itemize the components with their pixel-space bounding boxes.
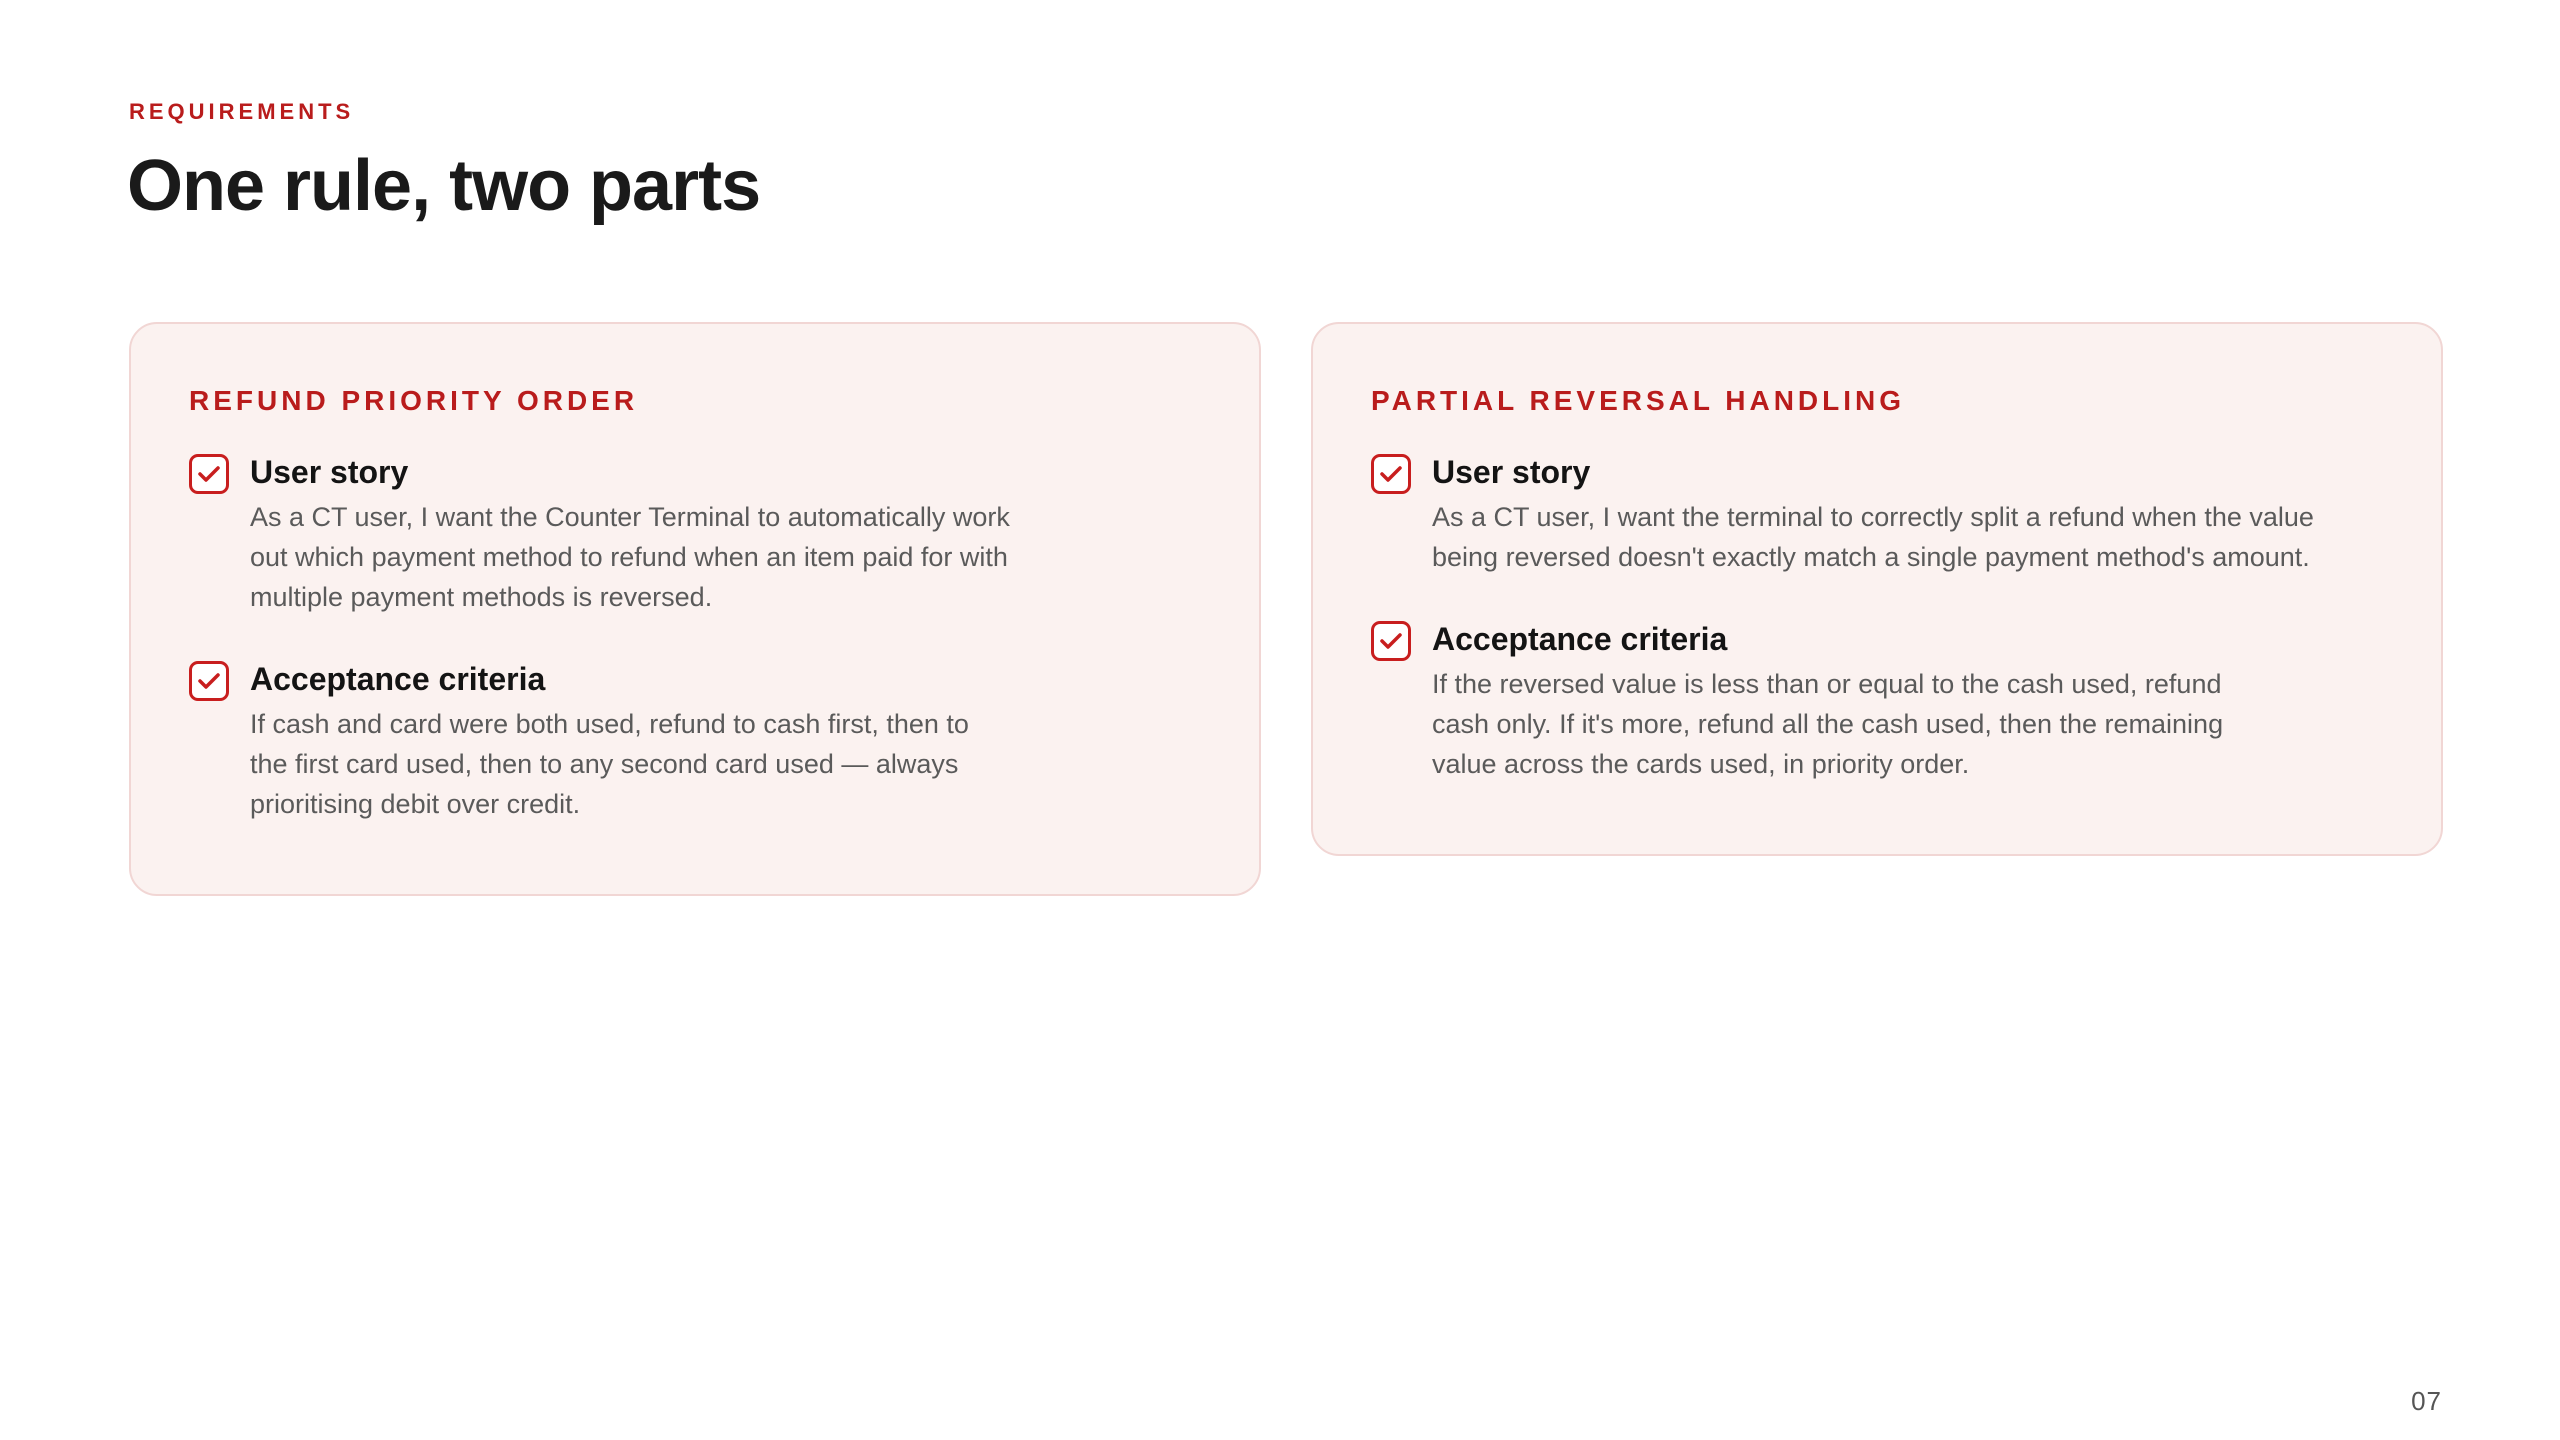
page-number: 07 [2411,1386,2442,1416]
item-title: User story [250,454,409,490]
item-title: Acceptance criteria [250,661,546,697]
list-item-acceptance-criteria [1371,617,2383,784]
item-body: If the reversed value is less than or equal to the cash used, refund cash only. If it's more, refund all the cash used, then the remaining value across the cards used, in priority order. [1432,669,2224,779]
card-heading: PARTIAL REVERSAL HANDLING [1371,385,1906,416]
item-body: As a CT user, I want the terminal to correctly split a refund when the value being reversed doesn't exactly match a single payment method's amount. [1432,502,2314,572]
checkbox-checked-icon [1371,454,1411,494]
card-partial-reversal-handling [1311,322,2443,856]
item-body: As a CT user, I want the Counter Terminal to automatically work out which payment method to refund when an item paid for with multiple payment methods is reversed. [250,502,1010,612]
card-heading: REFUND PRIORITY ORDER [189,385,639,416]
list-item-user-story [1371,450,2383,577]
checkbox-checked-icon [1371,621,1411,661]
section-eyebrow: REQUIREMENTS [129,99,355,124]
item-title: Acceptance criteria [1432,621,1728,657]
list-item-user-story [189,450,1201,617]
page-title: One rule, two parts [127,146,761,226]
card-refund-priority-order [129,322,1261,896]
item-title: User story [1432,454,1591,490]
checkbox-checked-icon [189,661,229,701]
checkbox-checked-icon [189,454,229,494]
list-item-acceptance-criteria [189,657,1201,824]
item-body: If cash and card were both used, refund to cash first, then to the first card used, then to any second card used — always prioritising debit over credit. [250,709,969,819]
